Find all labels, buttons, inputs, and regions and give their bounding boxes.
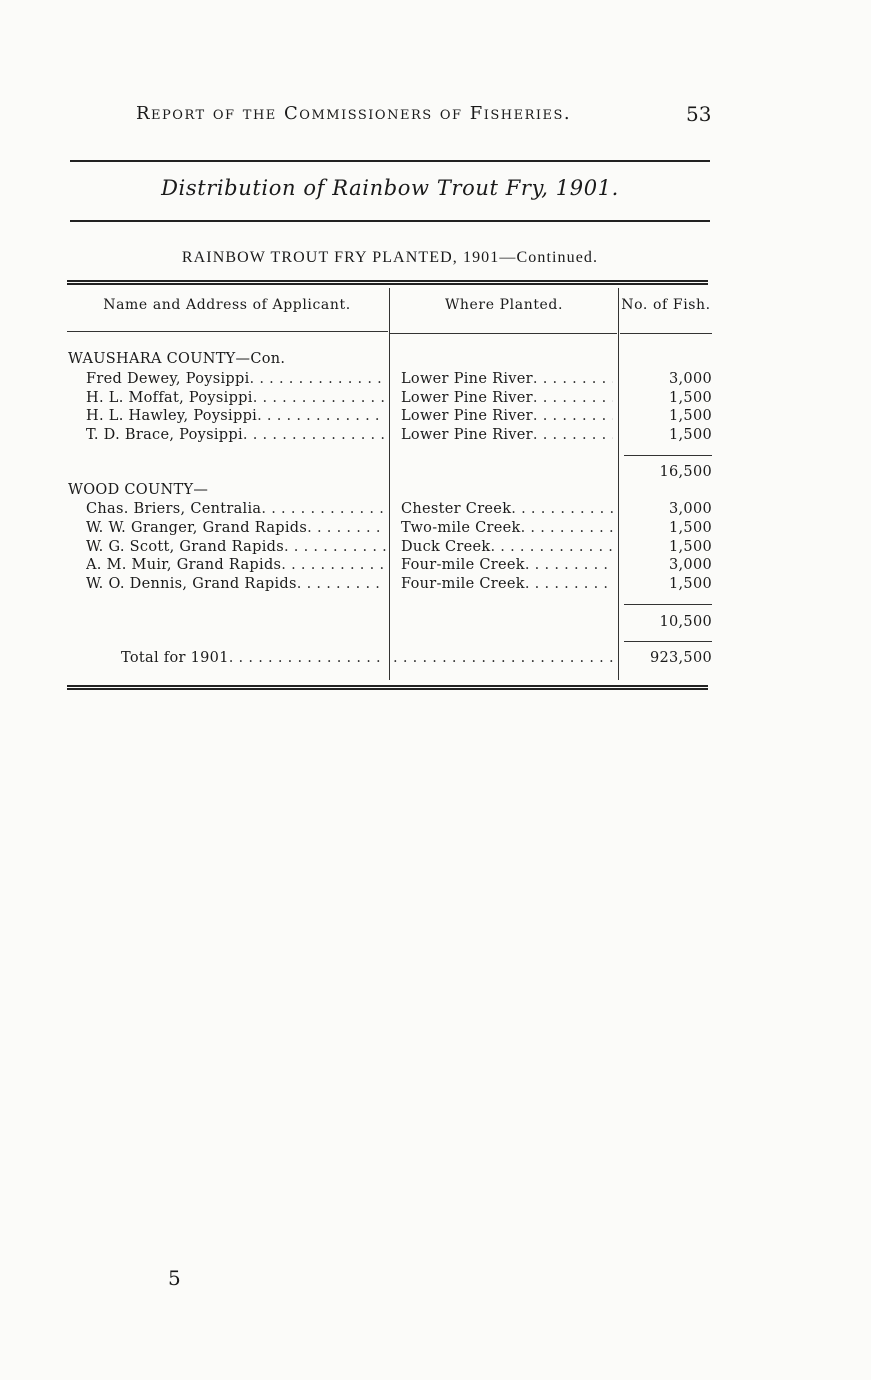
column-divider-2 bbox=[618, 288, 619, 680]
total-label: Total for 1901 . . . bbox=[121, 649, 386, 667]
subtotal-rule bbox=[624, 455, 712, 456]
column-divider-1 bbox=[389, 288, 390, 680]
subtotal-count: 16,500 bbox=[659, 464, 712, 480]
table-row-name: T. D. Brace, Poysippi . . . bbox=[86, 426, 386, 444]
section-title: Distribution of Rainbow Trout Fry, 1901. bbox=[161, 176, 619, 200]
table-row-where: Two-mile Creek . . . bbox=[401, 519, 613, 537]
column-header-where: Where Planted. bbox=[444, 297, 564, 313]
table-row-where: Lower Pine River . . . bbox=[401, 426, 613, 444]
subtotal-rule bbox=[624, 604, 712, 605]
total-leader bbox=[393, 649, 613, 667]
total-count: 923,500 bbox=[649, 650, 712, 666]
subtotal-count: 10,500 bbox=[659, 614, 712, 630]
table-row-where: Lower Pine River . . . bbox=[401, 370, 613, 388]
table-row-count: 1,500 bbox=[668, 408, 712, 424]
table-row-count: 1,500 bbox=[668, 520, 712, 536]
table-row-name: A. M. Muir, Grand Rapids . . . bbox=[86, 556, 386, 574]
column-header-name: Name and Address of Applicant. bbox=[103, 297, 351, 313]
rule-top bbox=[70, 160, 710, 162]
table-row-name: H. L. Moffat, Poysippi . . . bbox=[86, 389, 386, 407]
table-row-where: Chester Creek . . . bbox=[401, 500, 613, 518]
table-row-count: 1,500 bbox=[668, 390, 712, 406]
table-row-name: H. L. Hawley, Poysippi . . . bbox=[86, 407, 386, 425]
table-row-where: Duck Creek . . . bbox=[401, 538, 613, 556]
table-row-count: 1,500 bbox=[668, 539, 712, 555]
table-row-count: 3,000 bbox=[668, 371, 712, 387]
table-row-count: 1,500 bbox=[668, 427, 712, 443]
table-row-name: Fred Dewey, Poysippi . . . bbox=[86, 370, 386, 388]
header-rule bbox=[67, 331, 388, 332]
table-title: RAINBOW TROUT FRY PLANTED, 1901—Continued. bbox=[181, 249, 599, 266]
table-row-name: W. O. Dennis, Grand Rapids . . . bbox=[86, 575, 386, 593]
table-row-name: W. W. Granger, Grand Rapids . . . bbox=[86, 519, 386, 537]
table-row-count: 1,500 bbox=[668, 576, 712, 592]
table-row-count: 3,000 bbox=[668, 501, 712, 517]
signature-mark: 5 bbox=[168, 1266, 181, 1290]
running-head: Report of the Commissioners of Fisheries. bbox=[136, 103, 572, 124]
county-heading: WOOD COUNTY— bbox=[68, 482, 209, 498]
county-heading: WAUSHARA COUNTY—Con. bbox=[68, 351, 286, 367]
table-row-count: 3,000 bbox=[668, 557, 712, 573]
table-row-where: Lower Pine River . . . bbox=[401, 407, 613, 425]
table-top-double-rule bbox=[67, 280, 708, 285]
table-row-name: Chas. Briers, Centralia . . . bbox=[86, 500, 386, 518]
header-rule bbox=[390, 333, 617, 334]
page-number: 53 bbox=[686, 102, 712, 126]
table-row-where: Four-mile Creek . . . bbox=[401, 575, 613, 593]
subtotal-rule bbox=[624, 641, 712, 642]
table-bottom-double-rule bbox=[67, 685, 708, 690]
column-header-count: No. of Fish. bbox=[621, 297, 711, 313]
table-row-name: W. G. Scott, Grand Rapids . . . bbox=[86, 538, 386, 556]
header-rule bbox=[620, 333, 712, 334]
table-row-where: Lower Pine River . . . bbox=[401, 389, 613, 407]
rule-bottom bbox=[70, 220, 710, 222]
table-row-where: Four-mile Creek . . . bbox=[401, 556, 613, 574]
